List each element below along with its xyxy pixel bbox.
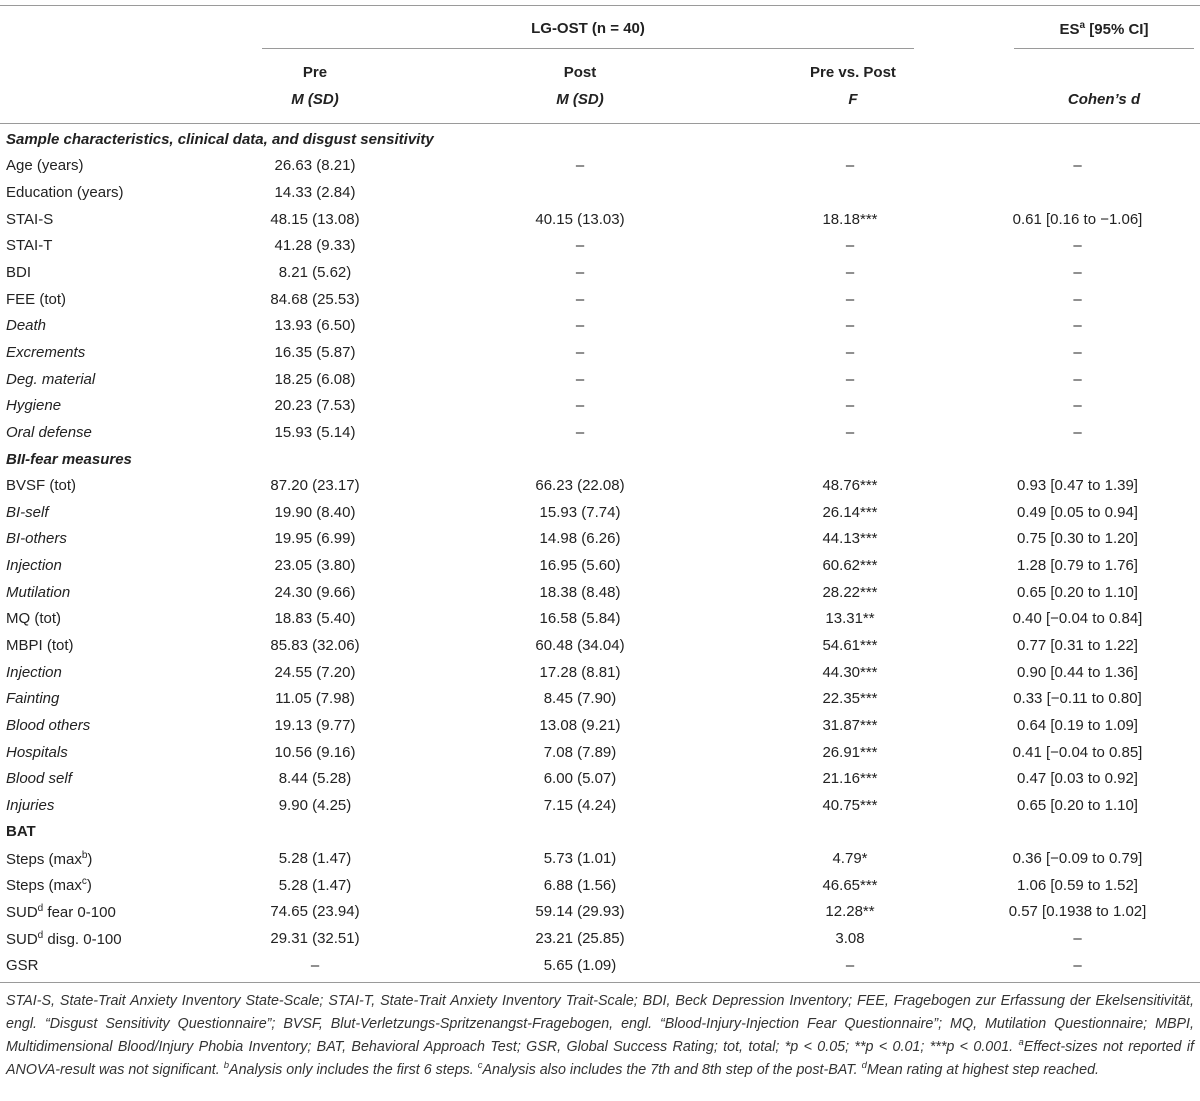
row-label xyxy=(0,526,215,553)
cell-f: – xyxy=(845,370,855,388)
cell-es: 0.65 [0.20 to 1.10] xyxy=(1017,796,1138,814)
cell-post: – xyxy=(575,397,585,415)
row-label-text: Blood others xyxy=(6,716,91,734)
es-suffix: [95% CI] xyxy=(1085,21,1149,38)
row-label xyxy=(0,899,215,926)
table-row xyxy=(0,685,1200,712)
cell-pre: 19.13 (9.77) xyxy=(274,716,356,734)
col-pre-sub-header: M (SD) xyxy=(291,91,339,108)
cell-post: 14.98 (6.26) xyxy=(539,530,621,548)
table-row xyxy=(0,606,1200,633)
table-row xyxy=(0,872,1200,899)
footnote-b-sup: b xyxy=(223,1060,230,1072)
cell-es: 0.65 [0.20 to 1.10] xyxy=(1017,583,1138,601)
cell-post: 7.15 (4.24) xyxy=(543,796,617,814)
cell-pre: 84.68 (25.53) xyxy=(270,290,360,308)
cell-es: – xyxy=(1073,423,1082,441)
row-label xyxy=(0,632,215,659)
cell-post: 13.08 (9.21) xyxy=(539,716,621,734)
row-label xyxy=(0,312,215,339)
row-label xyxy=(0,126,1200,153)
header-bottom-rule xyxy=(0,123,1200,124)
footnote-c-sup: c xyxy=(477,1060,483,1072)
cell-f: 21.16*** xyxy=(822,770,878,788)
cell-f: – xyxy=(845,157,855,175)
cell-post: – xyxy=(575,264,585,282)
row-label xyxy=(0,872,215,899)
cell-post: 6.88 (1.56) xyxy=(543,876,617,894)
row-label-text: MQ (tot) xyxy=(6,610,61,628)
table-row xyxy=(0,765,1200,792)
cell-es: 0.33 [−0.11 to 0.80] xyxy=(1013,690,1142,708)
cell-pre: 10.56 (9.16) xyxy=(274,743,356,761)
cell-post: – xyxy=(575,370,585,388)
cell-es: 0.77 [0.31 to 1.22] xyxy=(1017,636,1138,654)
row-label-text: BI-others xyxy=(6,530,67,548)
cell-es: – xyxy=(1073,157,1082,175)
cell-f: 28.22*** xyxy=(822,583,878,601)
cell-pre: 74.65 (23.94) xyxy=(270,903,360,921)
cell-post: 66.23 (22.08) xyxy=(535,477,625,495)
cell-post: 5.65 (1.09) xyxy=(543,956,617,974)
cell-f: 12.28** xyxy=(825,903,875,921)
row-label xyxy=(0,259,215,286)
cell-pre: 8.21 (5.62) xyxy=(278,264,352,282)
table-row xyxy=(0,126,1200,153)
table-body xyxy=(0,126,1200,979)
row-label-text: Education (years) xyxy=(6,184,124,202)
table-row xyxy=(0,739,1200,766)
row-label-text: Steps (max xyxy=(6,877,82,895)
table-row xyxy=(0,552,1200,579)
row-label xyxy=(0,499,215,526)
cell-f: – xyxy=(845,264,855,282)
row-label xyxy=(0,179,215,206)
row-label xyxy=(0,819,1200,846)
table-row xyxy=(0,632,1200,659)
row-label xyxy=(0,153,215,180)
row-label-text: SUD xyxy=(6,930,38,948)
row-label-text: Injection xyxy=(6,557,62,575)
row-label-suffix: ) xyxy=(86,877,92,895)
cell-es: 0.36 [−0.09 to 0.79] xyxy=(1012,850,1143,868)
cell-post: 17.28 (8.81) xyxy=(539,663,621,681)
cell-es: 0.64 [0.19 to 1.09] xyxy=(1017,716,1138,734)
row-label-text: MBPI (tot) xyxy=(6,636,74,654)
cell-es: 0.40 [−0.04 to 0.84] xyxy=(1012,610,1143,628)
cell-es: 0.90 [0.44 to 1.36] xyxy=(1017,663,1138,681)
cell-post: 23.21 (25.85) xyxy=(535,930,625,948)
cell-es: 0.49 [0.05 to 0.94] xyxy=(1017,503,1138,521)
row-label-text: Hygiene xyxy=(6,397,62,415)
table-row xyxy=(0,233,1200,260)
footnote-b: Analysis only includes the first 6 steps. xyxy=(229,1062,478,1078)
cell-post: – xyxy=(575,237,585,255)
cell-es: 0.75 [0.30 to 1.20] xyxy=(1017,530,1138,548)
cell-post: 5.73 (1.01) xyxy=(543,850,617,868)
row-label xyxy=(0,392,215,419)
row-label-text: STAI-S xyxy=(6,210,54,228)
row-label-text: BII-fear measures xyxy=(6,450,132,468)
table-row xyxy=(0,419,1200,446)
cell-f: – xyxy=(845,423,855,441)
cell-f: 26.14*** xyxy=(822,503,878,521)
row-label xyxy=(0,286,215,313)
col-pre-header: Pre xyxy=(302,64,328,81)
cell-pre: 19.90 (8.40) xyxy=(274,503,356,521)
cell-pre: 15.93 (5.14) xyxy=(274,423,356,441)
cell-es xyxy=(955,179,1200,206)
table-row xyxy=(0,179,1200,206)
col-prepost-sub-header: F xyxy=(848,91,858,108)
row-label-sup: d xyxy=(37,902,44,914)
row-label xyxy=(0,233,215,260)
row-label xyxy=(0,206,215,233)
cell-pre: 5.28 (1.47) xyxy=(278,850,352,868)
cell-pre: 5.28 (1.47) xyxy=(278,876,352,894)
cell-es: 0.47 [0.03 to 0.92] xyxy=(1017,770,1138,788)
cell-pre: 24.30 (9.66) xyxy=(274,583,356,601)
cell-pre: 8.44 (5.28) xyxy=(278,770,352,788)
cell-pre: 87.20 (23.17) xyxy=(270,477,360,495)
cell-es: – xyxy=(1073,237,1082,255)
row-label xyxy=(0,845,215,872)
cell-es: – xyxy=(1073,290,1082,308)
body-bottom-rule xyxy=(0,982,1200,983)
row-label-text: Injection xyxy=(6,663,62,681)
cell-f: 44.30*** xyxy=(822,663,878,681)
cell-f: 40.75*** xyxy=(822,796,878,814)
group-underline xyxy=(262,48,914,49)
row-label-text: GSR xyxy=(6,956,39,974)
cell-f: 18.18*** xyxy=(822,210,878,228)
table-row xyxy=(0,206,1200,233)
table-row xyxy=(0,392,1200,419)
row-label-text: FEE (tot) xyxy=(6,290,67,308)
cell-es: – xyxy=(1073,397,1082,415)
footnote-a-sup: a xyxy=(1018,1037,1024,1049)
cell-pre: – xyxy=(310,956,320,974)
row-label-text: Death xyxy=(6,317,47,335)
table-row xyxy=(0,579,1200,606)
cell-es: – xyxy=(1073,930,1082,948)
footnote-d: Mean rating at highest step reached. xyxy=(866,1062,1099,1078)
row-label xyxy=(0,472,215,499)
group-header: LG-OST (n = 40) xyxy=(531,20,645,37)
table-row xyxy=(0,153,1200,180)
footnote-c: Analysis also includes the 7th and 8th step of the post-BAT. xyxy=(482,1062,862,1078)
cell-pre: 41.28 (9.33) xyxy=(274,237,356,255)
cell-f: 54.61*** xyxy=(822,636,878,654)
table-row xyxy=(0,952,1200,979)
cell-f: – xyxy=(845,317,855,335)
table-row xyxy=(0,499,1200,526)
row-label-text: BI-self xyxy=(6,503,49,521)
row-label xyxy=(0,339,215,366)
cell-es: – xyxy=(1073,370,1082,388)
table-row xyxy=(0,312,1200,339)
cell-pre: 9.90 (4.25) xyxy=(278,796,352,814)
es-sup: a xyxy=(1079,20,1086,31)
row-label-suffix: fear 0-100 xyxy=(43,903,116,921)
cell-es: 0.61 [0.16 to −1.06] xyxy=(1012,210,1143,228)
row-label-text: Age (years) xyxy=(6,157,84,175)
row-label xyxy=(0,712,215,739)
cell-post xyxy=(415,179,745,206)
cell-es: – xyxy=(1073,956,1082,974)
cell-f: – xyxy=(845,956,855,974)
table-row xyxy=(0,899,1200,926)
cell-es: 0.57 [0.1938 to 1.02] xyxy=(1008,903,1147,921)
cell-post: 60.48 (34.04) xyxy=(535,636,625,654)
cell-pre: 11.05 (7.98) xyxy=(275,690,355,708)
table-row xyxy=(0,526,1200,553)
cell-post: – xyxy=(575,290,585,308)
col-prepost-header: Pre vs. Post xyxy=(810,64,896,81)
cell-pre: 85.83 (32.06) xyxy=(270,636,360,654)
row-label-text: Blood self xyxy=(6,770,72,788)
footnote-d-sup: d xyxy=(861,1060,867,1072)
cell-post: 15.93 (7.74) xyxy=(539,503,621,521)
cell-es: 0.41 [−0.04 to 0.85] xyxy=(1012,743,1143,761)
cell-post: 7.08 (7.89) xyxy=(543,743,617,761)
footnote-a: Effect-sizes not reported if ANOVA-result was not significant. xyxy=(6,1039,1194,1078)
cell-f: – xyxy=(845,397,855,415)
row-label-sup: d xyxy=(37,929,44,941)
row-label xyxy=(0,659,215,686)
es-label: ES xyxy=(1059,21,1080,38)
row-label-text: STAI-T xyxy=(6,237,53,255)
row-label-suffix: ) xyxy=(87,850,93,868)
table-row xyxy=(0,845,1200,872)
row-label xyxy=(0,925,215,952)
row-label-text: Excrements xyxy=(6,343,86,361)
row-label xyxy=(0,765,215,792)
cell-f: – xyxy=(845,237,855,255)
cell-f: – xyxy=(845,343,855,361)
data-table xyxy=(0,126,1200,979)
cell-pre: 26.63 (8.21) xyxy=(274,157,356,175)
row-label-text: SUD xyxy=(6,903,38,921)
cell-f: 44.13*** xyxy=(822,530,878,548)
cell-f: 46.65*** xyxy=(822,876,878,894)
row-label-text: Deg. material xyxy=(6,370,96,388)
table-row xyxy=(0,286,1200,313)
cell-pre: 19.95 (6.99) xyxy=(274,530,356,548)
cell-f: 4.79* xyxy=(832,850,868,868)
table-row xyxy=(0,925,1200,952)
cell-post: – xyxy=(575,157,585,175)
cell-f: 3.08 xyxy=(835,930,865,948)
cell-post: 16.58 (5.84) xyxy=(539,610,621,628)
cell-post: 8.45 (7.90) xyxy=(543,690,617,708)
cell-pre: 14.33 (2.84) xyxy=(274,184,356,202)
row-label-text: BDI xyxy=(6,264,32,282)
cell-f: 13.31** xyxy=(825,610,875,628)
cell-post: 16.95 (5.60) xyxy=(539,557,621,575)
cell-f: 26.91*** xyxy=(822,743,878,761)
cell-pre: 23.05 (3.80) xyxy=(274,557,356,575)
cell-post: – xyxy=(575,343,585,361)
row-label-text: Sample characteristics, clinical data, and disgust sensitivity xyxy=(6,130,434,148)
table-row xyxy=(0,446,1200,473)
cell-post: – xyxy=(575,423,585,441)
cell-f xyxy=(745,179,955,206)
cell-f: 31.87*** xyxy=(822,716,878,734)
cell-post: 59.14 (29.93) xyxy=(535,903,625,921)
cell-f: 60.62*** xyxy=(822,557,878,575)
table-row xyxy=(0,472,1200,499)
row-label-text: Injuries xyxy=(6,796,55,814)
row-label xyxy=(0,792,215,819)
cell-es: – xyxy=(1073,343,1082,361)
cell-es: – xyxy=(1073,264,1082,282)
es-header xyxy=(1004,20,1200,38)
footnote-main: STAI-S, State-Trait Anxiety Inventory State-Scale; STAI-T, State-Trait Anxiety Inventory Trait-Scale; BDI, Beck Depression Inventory; FEE, Fragebogen zur Erfassung der Ekelsensitivität, engl. “Disgust Sensitivity Questionnaire”; BVSF, Blut-Verletzungs-Spritzenangst-Fragebogen, engl. “Blood-Injury-Injection Fear Questionnaire”; MQ, Mutilation Questionnaire; MBPI, Multidimensional Blood/Injury Phobia Inventory; BAT, Behavioral Approach Test; GSR, Global Success Rating; tot, total; *p < 0.05; **p < 0.01; ***p < 0.001. xyxy=(6,993,1194,1055)
col-post-header: Post xyxy=(563,64,597,81)
row-label xyxy=(0,366,215,393)
cell-f: – xyxy=(845,290,855,308)
cell-post: 40.15 (13.03) xyxy=(535,210,625,228)
table-row xyxy=(0,339,1200,366)
table-row xyxy=(0,792,1200,819)
row-label-sup: c xyxy=(81,876,87,888)
row-label xyxy=(0,606,215,633)
row-label-text: Steps (max xyxy=(6,850,82,868)
row-label-text: Fainting xyxy=(6,690,60,708)
cell-post: 6.00 (5.07) xyxy=(543,770,617,788)
table-row xyxy=(0,819,1200,846)
col-post-sub-header: M (SD) xyxy=(556,91,604,108)
row-label xyxy=(0,579,215,606)
cell-pre: 24.55 (7.20) xyxy=(274,663,356,681)
cell-pre: 16.35 (5.87) xyxy=(274,343,356,361)
es-underline xyxy=(1014,48,1194,49)
col-es-sub-header: Cohen’s d xyxy=(1067,91,1141,108)
cell-es: 0.93 [0.47 to 1.39] xyxy=(1017,477,1138,495)
row-label-text: Mutilation xyxy=(6,583,71,601)
cell-post: – xyxy=(575,317,585,335)
row-label xyxy=(0,552,215,579)
table-row xyxy=(0,659,1200,686)
cell-es: 1.28 [0.79 to 1.76] xyxy=(1017,557,1138,575)
table-row xyxy=(0,366,1200,393)
top-rule xyxy=(0,5,1200,6)
row-label-text: Hospitals xyxy=(6,743,68,761)
cell-pre: 13.93 (6.50) xyxy=(274,317,356,335)
cell-f: 22.35*** xyxy=(822,690,878,708)
table-row xyxy=(0,712,1200,739)
row-label-sup: b xyxy=(81,849,88,861)
table-row xyxy=(0,259,1200,286)
row-label-text: Oral defense xyxy=(6,423,92,441)
table-footnote xyxy=(6,990,1194,1082)
cell-post: 18.38 (8.48) xyxy=(539,583,621,601)
row-label xyxy=(0,446,1200,473)
cell-pre: 20.23 (7.53) xyxy=(274,397,356,415)
row-label-text: BAT xyxy=(6,823,36,841)
row-label xyxy=(0,739,215,766)
cell-pre: 29.31 (32.51) xyxy=(270,930,360,948)
cell-es: – xyxy=(1073,317,1082,335)
cell-es: 1.06 [0.59 to 1.52] xyxy=(1017,876,1138,894)
cell-pre: 48.15 (13.08) xyxy=(270,210,360,228)
cell-pre: 18.25 (6.08) xyxy=(274,370,356,388)
cell-pre: 18.83 (5.40) xyxy=(274,610,356,628)
row-label xyxy=(0,685,215,712)
row-label xyxy=(0,419,215,446)
row-label xyxy=(0,952,215,979)
row-label-suffix: disg. 0-100 xyxy=(43,930,122,948)
row-label-text: BVSF (tot) xyxy=(6,477,77,495)
cell-f: 48.76*** xyxy=(822,477,878,495)
